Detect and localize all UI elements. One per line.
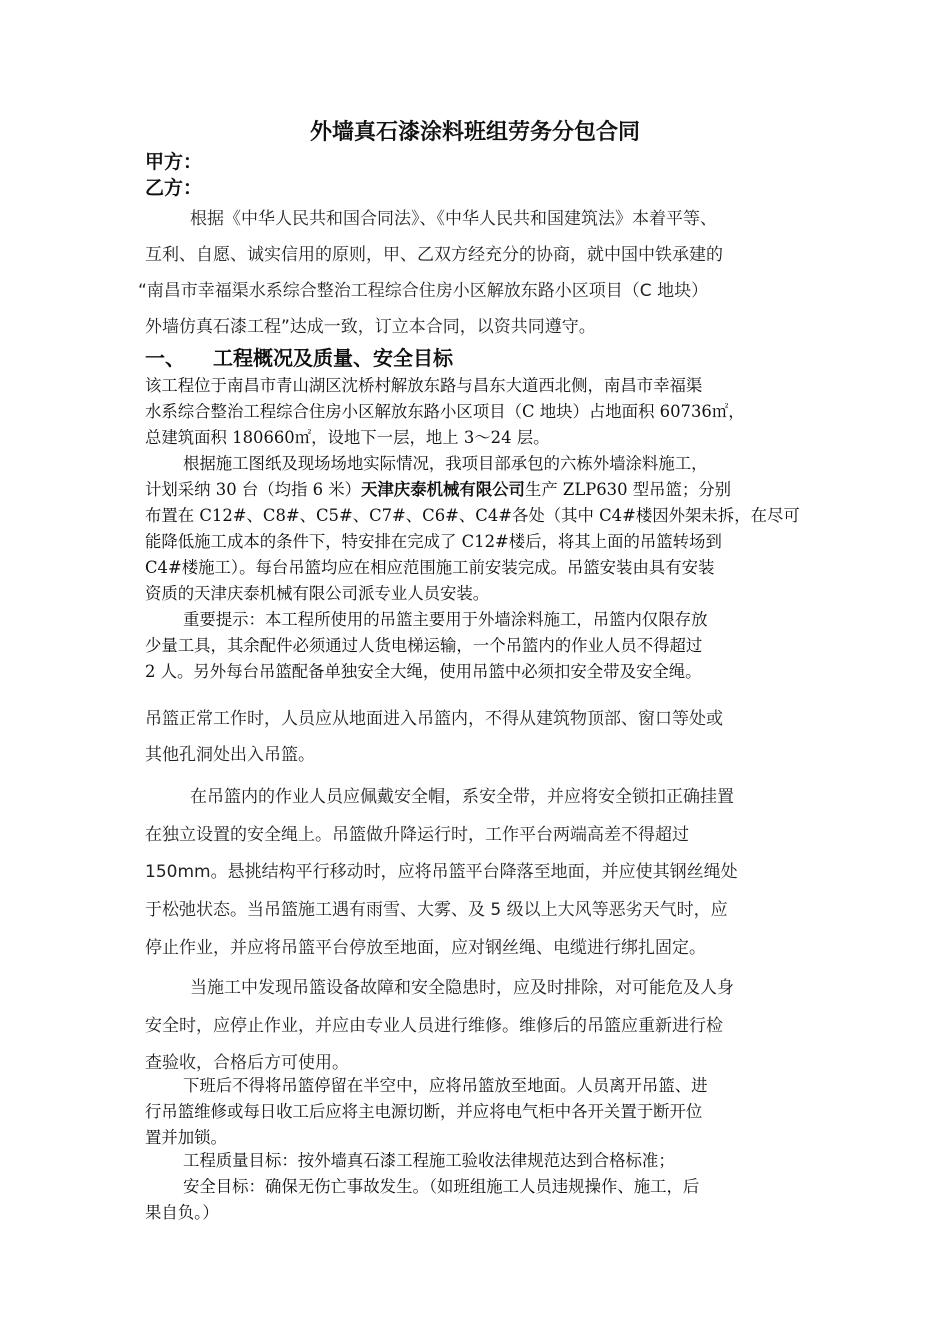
section-heading bbox=[145, 344, 453, 372]
basket-line-suffix: 生产 ZLP630 型吊篮；分别 bbox=[524, 480, 732, 499]
basket-line-prefix: 计划采纳 30 台（均指 6 米） bbox=[145, 480, 362, 499]
section-number: 一、 bbox=[145, 346, 185, 370]
safety-line: 停止作业，并应将吊篮平台停放至地面，应对钢丝绳、电缆进行绑扎固定。 bbox=[145, 938, 706, 958]
basket-line bbox=[145, 476, 731, 500]
basket-line: 能降低施工成本的条件下，特安排在完成了 C12#楼后，将其上面的吊篮转场到 bbox=[145, 532, 722, 551]
basket-line: 根据施工图纸及现场场地实际情况，我项目部承包的六栋外墙涂料施工， bbox=[183, 454, 708, 473]
safety-line: 于松弛状态。当吊篮施工遇有雨雪、大雾、及 5 级以上大风等恶劣天气时，应 bbox=[145, 900, 728, 920]
safety-line: 在独立设置的安全绳上。吊篮做升降运行时，工作平台两端高差不得超过 bbox=[145, 825, 689, 845]
party-a-label: 甲方： bbox=[145, 151, 203, 173]
section-title: 工程概况及质量、安全目标 bbox=[213, 346, 453, 370]
offduty-line: 行吊篮维修或每日收工后应将主电源切断，并应将电气柜中各开关置于断开位 bbox=[145, 1102, 703, 1121]
fault-line: 当施工中发现吊篮设备故障和安全隐患时，应及时排除，对可能危及人身 bbox=[190, 978, 734, 998]
overview-line: 总建筑面积 180660㎡，设地下一层，地上 3～24 层。 bbox=[145, 428, 550, 447]
document-title: 外墙真石漆涂料班组劳务分包合同 bbox=[309, 120, 640, 145]
normal-work-line: 其他孔洞处出入吊篮。 bbox=[145, 745, 315, 765]
safety-goal-line: 安全目标：确保无伤亡事故发生。（如班组施工人员违规操作、施工，后 bbox=[183, 1177, 700, 1196]
basket-line: 布置在 C12#、C8#、C5#、C7#、C6#、C4#各处（其中 C4#楼因外架未拆，在尽可 bbox=[145, 506, 800, 525]
basket-line: C4#楼施工）。每台吊篮均应在相应范围施工前安装完成。吊篮安装由具有安装 bbox=[145, 558, 715, 577]
basket-company: 天津庆泰机械有限公司 bbox=[361, 480, 525, 499]
normal-work-line: 吊篮正常工作时，人员应从地面进入吊篮内，不得从建筑物顶部、窗口等处或 bbox=[145, 709, 723, 729]
safety-line: 在吊篮内的作业人员应佩戴安全帽，系安全带，并应将安全锁扣正确挂置 bbox=[190, 787, 734, 807]
notice-line: 重要提示：本工程所使用的吊篮主要用于外墙涂料施工，吊篮内仅限存放 bbox=[183, 610, 708, 629]
intro-line: “南昌市幸福渠水系综合整治工程综合住房小区解放东路小区项目（C 地块） bbox=[138, 281, 709, 301]
intro-line: 根据《中华人民共和国合同法》、《中华人民共和国建筑法》本着平等、 bbox=[190, 209, 717, 229]
offduty-line: 置并加锁。 bbox=[145, 1128, 227, 1147]
basket-line: 资质的天津庆泰机械有限公司派专业人员安装。 bbox=[145, 584, 490, 603]
notice-line: 2 人。另外每台吊篮配备单独安全大绳，使用吊篮中必须扣安全带及安全绳。 bbox=[145, 662, 702, 681]
fault-line: 安全时，应停止作业，并应由专业人员进行维修。维修后的吊篮应重新进行检 bbox=[145, 1016, 723, 1036]
fault-line: 查验收，合格后方可使用。 bbox=[145, 1053, 349, 1073]
overview-line: 水系综合整治工程综合住房小区解放东路小区项目（C 地块）占地面积 60736㎡， bbox=[145, 402, 745, 421]
intro-line: 外墙仿真石漆工程”达成一致，订立本合同，以资共同遵守。 bbox=[145, 317, 596, 337]
safety-line: 150mm。悬挑结构平行移动时，应将吊篮平台降落至地面，并应使其钢丝绳处 bbox=[145, 862, 738, 882]
quality-goal: 工程质量目标：按外墙真石漆工程施工验收法律规范达到合格标准； bbox=[183, 1151, 675, 1170]
intro-line: 互利、自愿、诚实信用的原则，甲、乙双方经充分的协商，就中国中铁承建的 bbox=[145, 245, 723, 265]
overview-line: 该工程位于南昌市青山湖区沈桥村解放东路与昌东大道西北侧，南昌市幸福渠 bbox=[145, 376, 703, 395]
notice-line: 少量工具，其余配件必须通过人货电梯运输，一个吊篮内的作业人员不得超过 bbox=[145, 636, 703, 655]
safety-goal-line: 果自负。） bbox=[145, 1203, 219, 1222]
party-b-label: 乙方： bbox=[145, 177, 203, 199]
offduty-line: 下班后不得将吊篮停留在半空中，应将吊篮放至地面。人员离开吊篮、进 bbox=[183, 1076, 708, 1095]
